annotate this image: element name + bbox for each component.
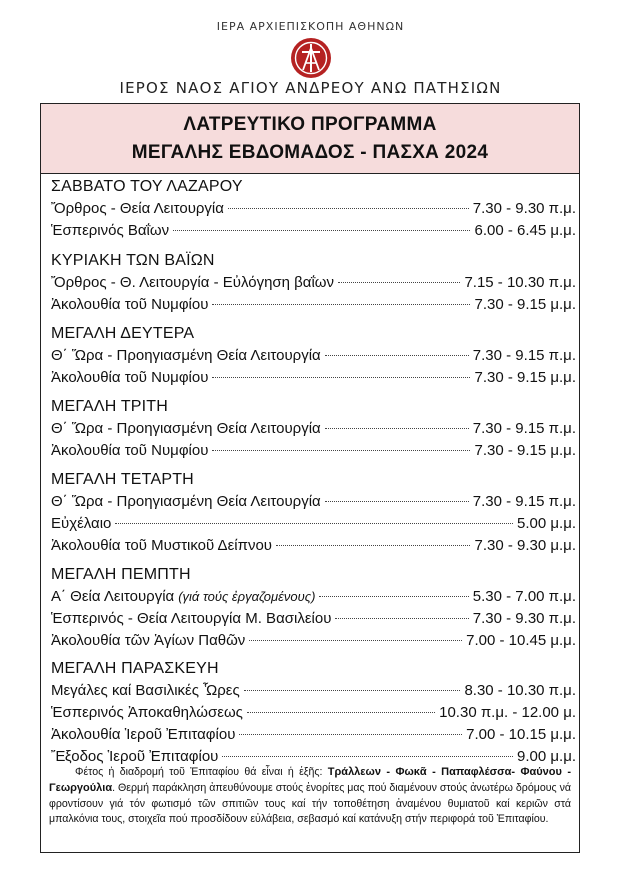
day-section [51,250,576,316]
service-name: Ἀκολουθία τοῦ Νυμφίου [51,369,209,386]
service-name: Εὐχέλαιο [51,515,112,532]
service-row [51,724,576,746]
leader-dots [239,734,462,735]
service-time: 9.00 μ.μ. [517,748,576,765]
day-title: ΜΕΓΑΛΗ ΠΑΡΑΣΚΕΥΗ [51,660,219,677]
service-row [51,513,576,535]
service-row [51,220,576,242]
footnote-route: Τράλλεων - Φωκᾶ - Παπαφλέσσα- Φαύνου - Γεωργούλια [49,766,571,794]
service-name: Ἀκολουθία Ἱεροῦ Ἐπιταφίου [51,726,236,743]
leader-dots [338,282,460,283]
leader-dots [325,501,469,502]
service-time: 10.30 π.μ. - 12.00 μ. [439,704,576,721]
service-row [51,702,576,724]
leader-dots [335,618,468,619]
service-time: 7.30 - 9.15 μ.μ. [474,369,576,386]
service-row [51,198,576,220]
service-name: Ὄρθρος - Θ. Λειτουργία - Εὐλόγηση βαΐων [51,274,335,291]
leader-dots [115,523,513,524]
service-row [51,586,576,608]
leader-dots [249,640,462,641]
leader-dots [173,230,470,231]
leader-dots [228,208,469,209]
service-name: Α΄ Θεία Λειτουργία [51,588,175,605]
leader-dots [325,428,469,429]
service-time: 7.30 - 9.15 μ.μ. [474,442,576,459]
title-box [41,104,579,174]
service-time: 7.00 - 10.15 μ.μ. [466,726,576,743]
service-name: Ἀκολουθία τοῦ Νυμφίου [51,442,209,459]
title-line-1: ΛΑΤΡΕΥΤΙΚΟ ΠΡΟΓΡΑΜΜΑ [183,114,437,135]
service-time: 6.00 - 6.45 μ.μ. [474,222,576,239]
service-row [51,491,576,513]
service-name: Ἀκολουθία τοῦ Μυστικοῦ Δείπνου [51,537,272,554]
service-time: 7.30 - 9.15 π.μ. [472,493,576,510]
service-name: Ἔξοδος Ἱεροῦ Ἐπιταφίου [51,748,219,765]
schedule-frame [40,103,580,853]
day-title: ΜΕΓΑΛΗ ΤΡΙΤΗ [51,398,169,415]
leader-dots [212,377,470,378]
leader-dots [319,596,468,597]
service-name: Ἑσπερινός Ἀποκαθηλώσεως [51,704,243,721]
day-section [51,396,576,462]
procession-footnote [49,765,571,828]
leader-dots [212,304,470,305]
title-line-2: ΜΕΓΑΛΗΣ ΕΒΔΟΜΑΔΟΣ - ΠΑΣΧΑ 2024 [131,142,489,163]
service-row [51,272,576,294]
service-name: Ἀκολουθία τοῦ Νυμφίου [51,296,209,313]
service-time: 7.30 - 9.15 π.μ. [472,420,576,437]
leader-dots [325,355,469,356]
service-time: 7.30 - 9.30 π.μ. [472,610,576,627]
day-title: ΜΕΓΑΛΗ ΠΕΜΠΤΗ [51,566,191,583]
leader-dots [212,450,470,451]
service-name: Ἑσπερινός - Θεία Λειτουργία Μ. Βασιλείου [51,610,332,627]
service-name: Ἑσπερινός Βαΐων [51,222,170,239]
service-time: 7.15 - 10.30 π.μ. [464,274,576,291]
service-row [51,535,576,557]
service-time: 5.30 - 7.00 π.μ. [472,588,576,605]
service-row [51,630,576,652]
day-section [51,658,576,768]
service-time: 5.00 μ.μ. [517,515,576,532]
day-title: ΚΥΡΙΑΚΗ ΤΩΝ ΒΑΪΩΝ [51,252,215,269]
footnote-rest: . Θερμή παράκληση ἀπευθύνουμε στούς ἐνορίτες μας πού διαμένουν στούς ἀνωτέρω δρόμους νά φροντίσουν γιά τόν φωτισμό τῶν σπιτιῶν τους καί τήν τοποθέτηση ἀναμένου θυμιατοῦ καί κεριῶν στά μπαλκόνια τους, στοιχεῖα πού προσδίδουν εὐλάβεια, σεβασμό καί κατάνυξη στήν περιφορά τοῦ Ἐπιταφίου. [49,781,571,826]
day-title: ΜΕΓΑΛΗ ΔΕΥΤΕΡΑ [51,325,195,342]
church-name: ΙΕΡΟΣ ΝΑΟΣ ΑΓΙΟΥ ΑΝΔΡΕΟΥ ΑΝΩ ΠΑΤΗΣΙΩΝ [119,79,502,97]
service-time: 7.00 - 10.45 μ.μ. [466,632,576,649]
leader-dots [247,712,435,713]
service-name: Θ΄ Ὥρα - Προηγιασμένη Θεία Λειτουργία [51,347,321,364]
church-emblem-icon [289,36,333,80]
service-row [51,680,576,702]
service-row [51,418,576,440]
service-row [51,345,576,367]
leader-dots [244,690,461,691]
service-row [51,367,576,389]
day-title: ΜΕΓΑΛΗ ΤΕΤΑΡΤΗ [51,471,194,488]
service-time: 7.30 - 9.30 π.μ. [472,200,576,217]
service-name: Θ΄ Ὥρα - Προηγιασμένη Θεία Λειτουργία [51,493,321,510]
service-name: Ὄρθρος - Θεία Λειτουργία [51,200,224,217]
service-time: 7.30 - 9.15 π.μ. [472,347,576,364]
service-row [51,608,576,630]
service-name: Μεγάλες καί Βασιλικές Ὧρες [51,682,240,699]
service-row [51,440,576,462]
service-name: Θ΄ Ὥρα - Προηγιασμένη Θεία Λειτουργία [51,420,321,437]
leader-dots [276,545,470,546]
day-section [51,469,576,557]
leader-dots [222,756,513,757]
service-time: 8.30 - 10.30 π.μ. [464,682,576,699]
day-section [51,564,576,652]
day-section [51,323,576,389]
service-row [51,294,576,316]
service-name: Ἀκολουθία τῶν Ἁγίων Παθῶν [51,632,246,649]
archdiocese-heading: ΙΕΡΑ ΑΡΧΙΕΠΙΣΚΟΠΗ ΑΘΗΝΩΝ [216,20,405,33]
day-section [51,176,576,242]
service-note: (γιά τούς ἐργαζομένους) [178,589,316,604]
service-time: 7.30 - 9.15 μ.μ. [474,296,576,313]
day-title: ΣΑΒΒΑΤΟ ΤΟΥ ΛΑΖΑΡΟΥ [51,178,243,195]
footnote-intro: Φέτος ἡ διαδρομή τοῦ Ἐπιταφίου θά εἶναι ἡ ἑξῆς: [75,766,328,778]
service-time: 7.30 - 9.30 μ.μ. [474,537,576,554]
